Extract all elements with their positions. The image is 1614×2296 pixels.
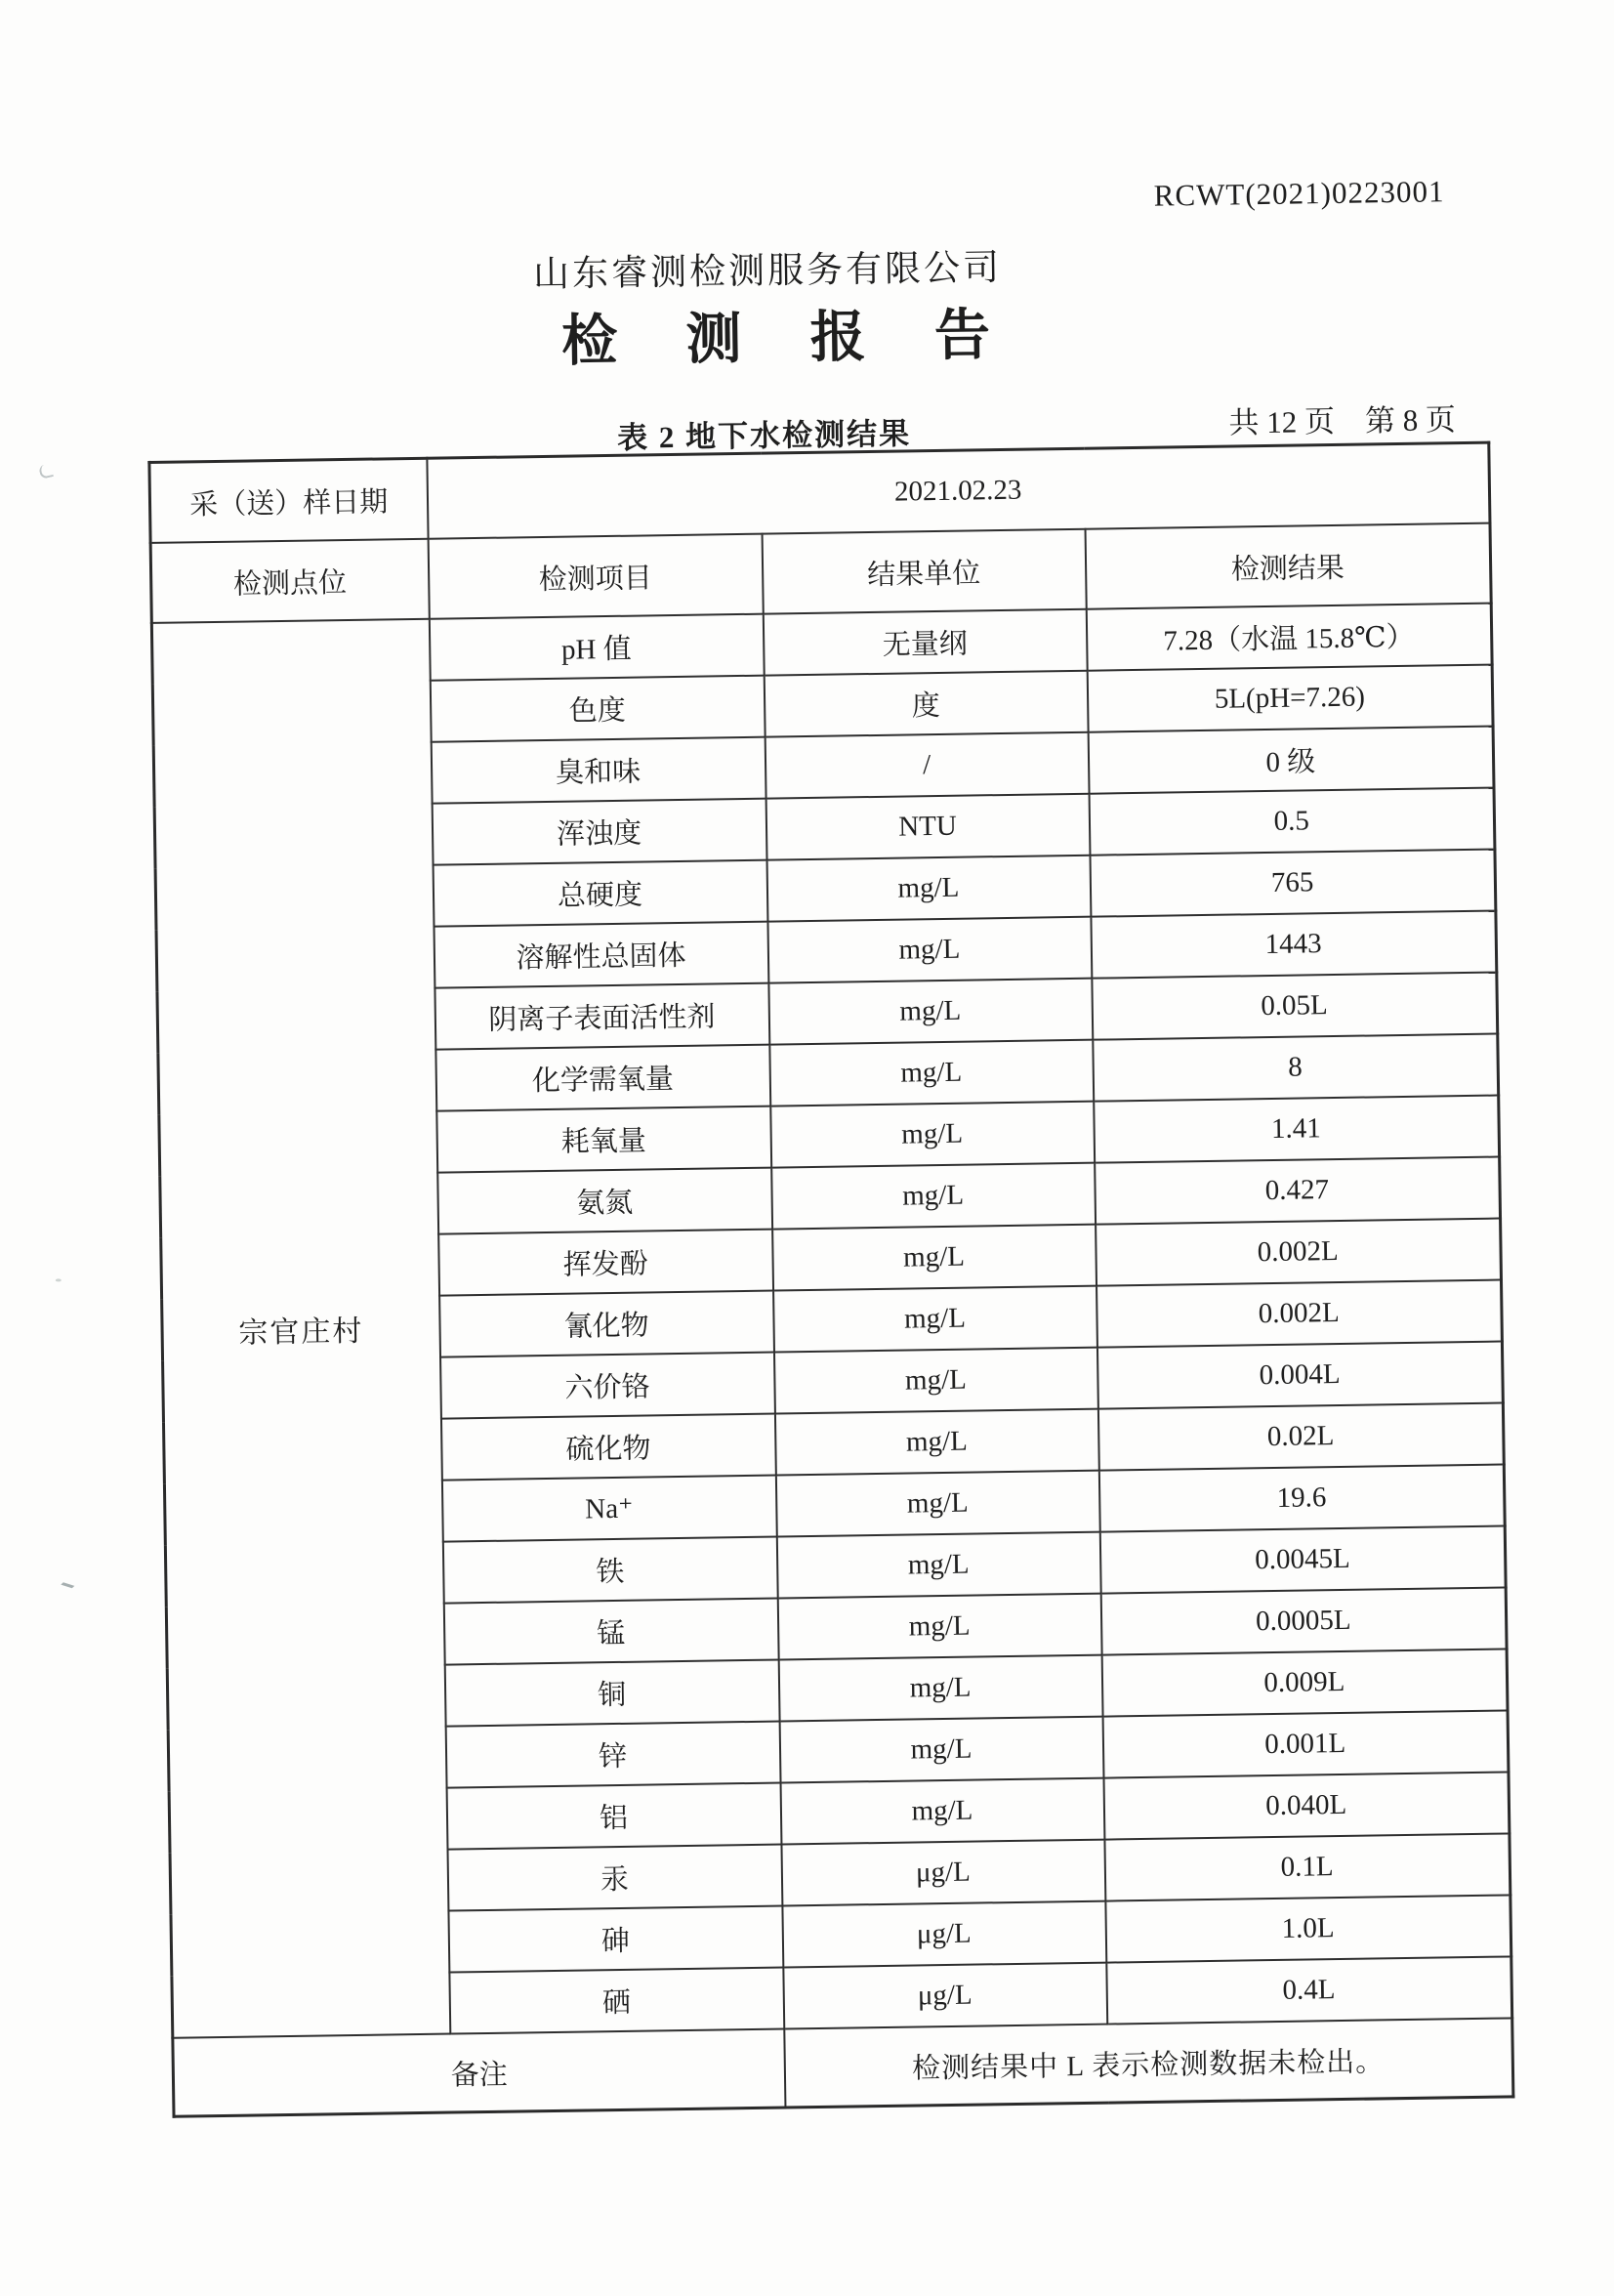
col-header-item: 检测项目 (428, 534, 763, 619)
unit-cell: mg/L (771, 1163, 1096, 1230)
result-cell: 5L(pH=7.26) (1087, 665, 1493, 732)
result-cell: 7.28（水温 15.8℃） (1086, 604, 1492, 671)
col-header-unit: 结果单位 (762, 529, 1086, 614)
result-cell: 0.002L (1097, 1280, 1503, 1348)
result-cell: 0.4L (1106, 1956, 1512, 2024)
item-cell: 耗氧量 (436, 1106, 771, 1173)
scan-artifact (56, 1278, 62, 1281)
result-cell: 0.5 (1089, 788, 1495, 856)
site-cell: 宗官庄村 (151, 619, 449, 2038)
item-cell: 硒 (449, 1968, 784, 2034)
item-cell: 硫化物 (440, 1414, 775, 1481)
item-cell: 六价铬 (440, 1353, 775, 1419)
item-cell: 锰 (443, 1599, 778, 1665)
item-cell: 铁 (442, 1537, 777, 1604)
unit-cell: mg/L (770, 1102, 1095, 1168)
col-header-site: 检测点位 (150, 539, 429, 623)
unit-cell: mg/L (768, 979, 1093, 1045)
unit-cell: / (765, 732, 1089, 799)
result-cell: 0.002L (1096, 1219, 1502, 1286)
result-cell: 0.1L (1104, 1833, 1511, 1900)
item-cell: 铜 (444, 1660, 779, 1727)
item-cell: 色度 (430, 676, 765, 742)
item-cell: 溶解性总固体 (434, 922, 768, 988)
result-cell: 0.427 (1095, 1157, 1501, 1225)
unit-cell: mg/L (773, 1348, 1097, 1414)
result-cell: 0.02L (1097, 1402, 1504, 1470)
item-cell: Na⁺ (441, 1476, 776, 1542)
scan-artifact (38, 463, 54, 480)
item-cell: 氨氮 (437, 1168, 772, 1234)
item-cell: 浑浊度 (432, 799, 766, 865)
item-cell: 铝 (446, 1783, 781, 1850)
unit-cell: mg/L (767, 917, 1092, 983)
unit-cell: mg/L (769, 1040, 1094, 1106)
item-cell: 锌 (445, 1722, 780, 1788)
unit-cell: 度 (764, 671, 1088, 737)
table-caption: 表 2 地下水检测结果 (616, 416, 912, 455)
unit-cell: μg/L (782, 1901, 1106, 1968)
company-name: 山东睿测检测服务有限公司 (532, 247, 1003, 296)
results-table (147, 441, 1514, 2118)
result-cell: 0.009L (1101, 1649, 1508, 1716)
unit-cell: mg/L (775, 1471, 1099, 1537)
unit-cell: mg/L (778, 1655, 1102, 1722)
unit-cell: mg/L (780, 1778, 1104, 1845)
item-cell: pH 值 (429, 614, 764, 681)
col-header-result: 检测结果 (1085, 523, 1491, 609)
remark-value: 检测结果中 L 表示检测数据未检出。 (784, 2018, 1513, 2108)
result-cell: 0.0045L (1099, 1525, 1506, 1593)
result-cell: 0 级 (1088, 727, 1494, 794)
page-info: 共 12 页 第 8 页 (1228, 402, 1457, 440)
report-title: 检 测 报 告 (560, 304, 1012, 373)
sample-date-label: 采（送）样日期 (149, 458, 428, 543)
unit-cell: 无量纲 (763, 609, 1087, 676)
result-cell: 0.040L (1103, 1772, 1510, 1839)
unit-cell: NTU (766, 794, 1090, 860)
unit-cell: mg/L (774, 1409, 1098, 1476)
result-cell: 1.41 (1094, 1096, 1500, 1163)
result-cell: 0.001L (1102, 1710, 1509, 1777)
scan-artifact (61, 1578, 78, 1588)
result-cell: 8 (1093, 1034, 1499, 1102)
unit-cell: mg/L (772, 1225, 1097, 1291)
item-cell: 汞 (447, 1845, 782, 1911)
item-cell: 阴离子表面活性剂 (435, 983, 769, 1050)
item-cell: 砷 (448, 1906, 783, 1973)
result-cell: 0.004L (1097, 1342, 1503, 1409)
sample-date-value: 2021.02.23 (427, 442, 1490, 539)
unit-cell: mg/L (776, 1532, 1100, 1599)
report-number: RCWT(2021)0223001 (1153, 174, 1445, 213)
unit-cell: mg/L (777, 1594, 1101, 1660)
remark-label: 备注 (173, 2028, 785, 2116)
unit-cell: mg/L (779, 1717, 1103, 1783)
item-cell: 氰化物 (439, 1291, 774, 1357)
item-cell: 化学需氧量 (435, 1045, 770, 1111)
unit-cell: μg/L (781, 1840, 1105, 1906)
item-cell: 臭和味 (431, 737, 766, 804)
result-cell: 0.05L (1092, 973, 1498, 1040)
unit-cell: μg/L (783, 1963, 1107, 2029)
results-body (151, 604, 1511, 2038)
result-cell: 0.0005L (1100, 1587, 1507, 1654)
result-cell: 1.0L (1105, 1895, 1511, 1962)
unit-cell: mg/L (773, 1286, 1097, 1353)
result-cell: 19.6 (1098, 1464, 1505, 1531)
item-cell: 挥发酚 (438, 1230, 773, 1296)
unit-cell: mg/L (766, 856, 1091, 922)
result-cell: 765 (1090, 850, 1496, 917)
result-cell: 1443 (1091, 911, 1497, 979)
item-cell: 总硬度 (433, 860, 767, 927)
